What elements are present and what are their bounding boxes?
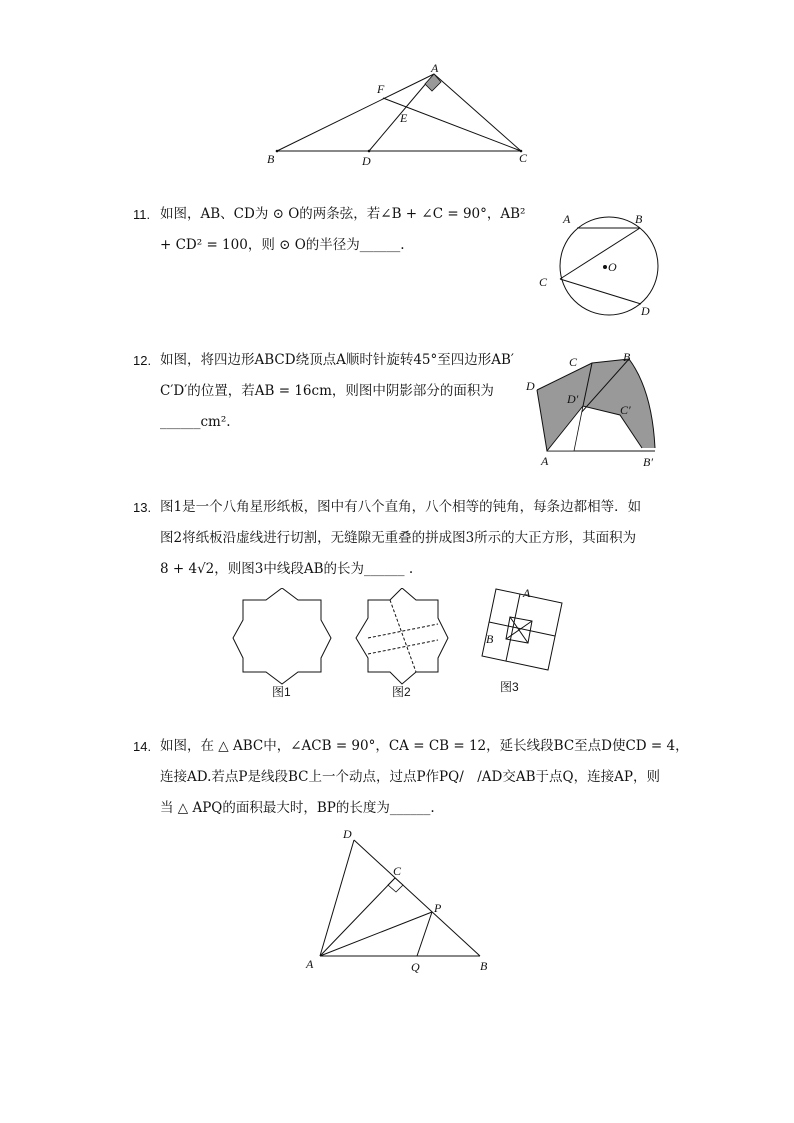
label-d: D (362, 154, 371, 168)
q11-line-2: + CD² = 100，则 ⊙ O的半径为______. (160, 237, 405, 253)
label-a: A (541, 454, 549, 468)
label-d-prime: D′ (567, 392, 579, 406)
label-c: C (393, 864, 402, 878)
label-a: A (306, 957, 314, 971)
label-b: B (267, 152, 275, 166)
q11-circle-figure (535, 205, 665, 325)
label-a: A (523, 586, 531, 600)
segment-ac (434, 74, 521, 151)
top-triangle-figure (260, 60, 540, 170)
label-c: C (539, 275, 548, 289)
label-a: A (431, 61, 439, 75)
label-b: B (635, 212, 643, 226)
caption-fig2: 图2 (392, 685, 411, 698)
q13-fig1-octagram (228, 588, 338, 698)
q13-line-2: 图2将纸板沿虚线进行切割，无缝隙无重叠的拼成图3所示的大正方形，其面积为 (160, 530, 637, 546)
q11-number: 11. (133, 207, 151, 222)
q12-number: 12. (133, 353, 152, 368)
q14-triangle-figure (300, 822, 500, 977)
chord-cd (560, 279, 641, 304)
label-d: D (343, 827, 352, 841)
label-f: F (377, 82, 385, 96)
q13-line-1: 图1是一个八角星形纸板，图中有八个直角，八个相等的钝角，每条边都相等．如 (160, 499, 642, 515)
q12-line-2: C′D′的位置，若AB = 16cm，则图中阴影部分的面积为 (160, 383, 494, 399)
q12-text (160, 345, 514, 438)
q11-line-1: 如图，AB、CD为 ⊙ O的两条弦，若∠B + ∠C = 90°，AB² (160, 206, 526, 222)
label-c-prime: C′ (620, 403, 631, 417)
segment-db (354, 840, 480, 956)
label-d: D (526, 379, 535, 393)
label-c: C (569, 355, 578, 369)
caption-fig1: 图1 (272, 685, 291, 698)
q12-rotation-figure (520, 345, 665, 475)
right-angle-mark (388, 878, 403, 892)
q14-text (160, 731, 689, 824)
q12-line-1: 如图，将四边形ABCD绕顶点A顺时针旋转45°至四边形AB′ (160, 352, 514, 368)
q13-fig3-square (468, 583, 568, 693)
q13-text (160, 492, 641, 585)
caption-fig3: 图3 (500, 680, 519, 693)
q14-line-1: 如图，在 △ ABC中，∠ACB = 90°，CA = CB = 12，延长线段BC至点D使CD = 4， (160, 738, 689, 754)
right-angle-mark (425, 74, 441, 91)
segment-cb (560, 228, 640, 279)
segment-pq (417, 912, 432, 956)
q14-line-3: 当 △ APQ的面积最大时，BP的长度为______. (160, 800, 435, 816)
q14-line-2: 连接AD.若点P是线段BC上一个动点，过点P作PQ/ /AD交AB于点Q，连接AP，则 (160, 769, 660, 785)
q11-text (160, 199, 525, 261)
label-d: D (641, 304, 650, 318)
label-q: Q (411, 960, 420, 974)
q13-number: 13. (133, 500, 152, 515)
q13-line-3: 8 + 4√2，则图3中线段AB的长为______ . (160, 561, 414, 577)
segment-ap (320, 912, 432, 956)
label-b: B (623, 350, 631, 364)
label-b: B (486, 632, 494, 646)
label-b-prime: B′ (643, 455, 653, 469)
label-e: E (400, 111, 408, 125)
label-b: B (480, 959, 488, 973)
label-p: P (434, 901, 442, 915)
segment-ab (277, 74, 434, 151)
center-dot (603, 265, 607, 269)
q12-line-3: ______cm². (160, 414, 231, 430)
q14-number: 14. (133, 739, 152, 754)
label-a: A (563, 212, 571, 226)
label-c: C (519, 151, 528, 165)
label-o: O (608, 260, 617, 274)
q13-fig2-cut-lines (350, 588, 450, 698)
